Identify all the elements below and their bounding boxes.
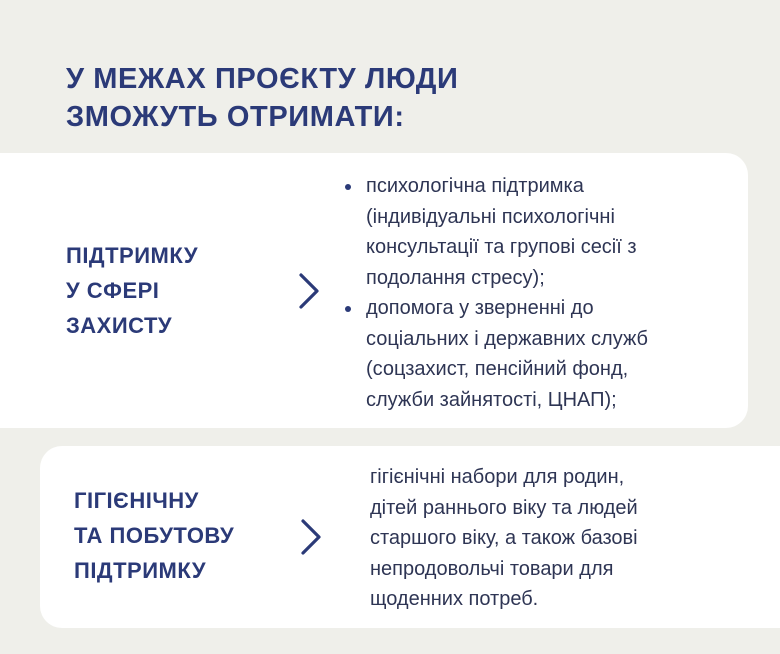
chevron-right-icon xyxy=(296,271,322,311)
list-item-line: служби зайнятості, ЦНАП); xyxy=(366,388,617,411)
headline-line: У МЕЖАХ ПРОЄКТУ ЛЮДИ xyxy=(66,63,459,95)
protection-support-card xyxy=(0,153,748,428)
card-title-line: У СФЕРІ xyxy=(66,278,160,303)
card-title-line: ПІДТРИМКУ xyxy=(66,243,199,268)
list-item-line: психологічна підтримка xyxy=(366,175,584,197)
list-item xyxy=(344,171,744,293)
card-title-line: ГІГІЄНІЧНУ xyxy=(74,488,199,513)
description-line: дітей раннього віку та людей xyxy=(370,496,638,519)
card-title-hygiene xyxy=(74,483,234,588)
headline-line: ЗМОЖУТЬ ОТРИМАТИ: xyxy=(66,101,405,133)
description-line: непродовольчі товари для xyxy=(370,557,614,580)
card-title-line: ПІДТРИМКУ xyxy=(74,558,207,583)
protection-support-list xyxy=(344,171,744,415)
list-item-line: допомога у зверненні до xyxy=(366,297,594,319)
chevron-right-icon xyxy=(298,517,324,557)
description-line: гігієнічні набори для родин, xyxy=(370,466,625,488)
list-item-line: подолання стресу); xyxy=(366,266,545,289)
hygiene-support-description xyxy=(370,462,770,615)
hygiene-support-card xyxy=(40,446,780,628)
list-item xyxy=(344,293,744,415)
description-line: щоденних потреб. xyxy=(370,588,539,610)
page-headline xyxy=(66,60,458,136)
list-item-line: соціальних і державних служб xyxy=(366,327,649,350)
list-item-line: (індивідуальні психологічні xyxy=(366,205,615,228)
card-title-line: ЗАХИСТУ xyxy=(66,313,173,338)
list-item-line: (соцзахист, пенсійний фонд, xyxy=(366,358,629,380)
card-title-line: ТА ПОБУТОВУ xyxy=(74,523,235,548)
card-title-protection xyxy=(66,238,198,343)
description-line: старшого віку, а також базові xyxy=(370,527,638,549)
list-item-line: консультації та групові сесії з xyxy=(366,236,637,258)
